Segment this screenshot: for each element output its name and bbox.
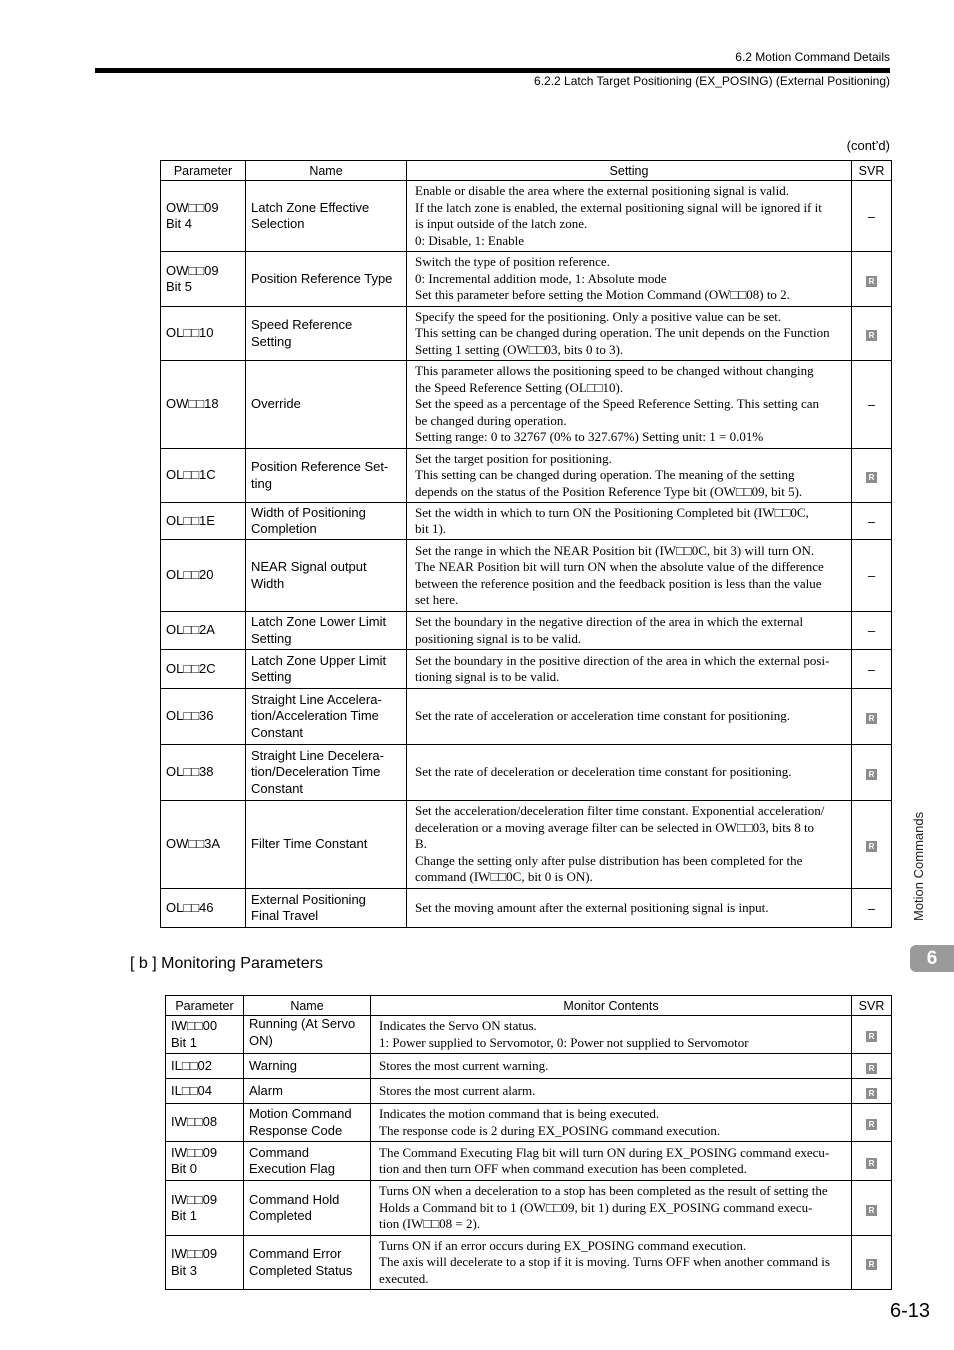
svr-cell [852,612,892,650]
setting-cell [407,361,852,449]
cell-line: Holds a Command bit to 1 (OW□□09, bit 1) during EX_POSING command execu- [379,1199,813,1215]
cell-line: Stores the most current warning. [379,1057,549,1073]
cell-line: between the reference position and the feedback position is less than the value [415,575,822,591]
cell-line: Stores the most current alarm. [379,1082,536,1098]
col-header-parameter: Parameter [161,161,246,181]
svr-dash: – [867,661,876,677]
name-cell [244,1181,371,1236]
name-cell [244,1104,371,1142]
table-row [161,689,892,745]
svr-cell [852,1016,892,1054]
table-row [161,540,892,612]
name-cell [246,889,407,928]
table-row [166,1104,892,1142]
cell-line: Enable or disable the area where the external positioning signal is valid. [415,183,789,198]
setting-cell [371,1142,852,1181]
table-row [161,503,892,540]
cell-line: Final Travel [251,908,319,923]
cell-line: Set the boundary in the negative direction of the area in which the external [415,614,804,629]
cell-line: Set the target position for positioning. [415,450,612,466]
cell-line: Response Code [249,1122,343,1138]
param-cell [166,1016,244,1054]
cell-line: IW□□09 [171,1191,218,1207]
cell-line: be changed during operation. [415,412,567,428]
cell-line: Completion [251,521,317,536]
cell-line: Indicates the Servo ON status. [379,1018,537,1033]
cell-line: Completed [249,1208,312,1223]
table-row [161,650,892,689]
cell-line: 0: Disable, 1: Enable [415,232,525,248]
cell-line: tion (IW□□08 = 2). [379,1216,481,1232]
name-cell [246,503,407,540]
svr-cell [852,650,892,689]
cell-line: This parameter allows the positioning speed to be changed without changing [415,363,814,379]
cell-line: Position Reference Set- [251,459,389,474]
cell-line: Bit 3 [171,1262,198,1278]
col-header-monitor-contents: Monitor Contents [371,996,852,1016]
read-only-icon: R [866,1088,877,1099]
cell-line: Warning [249,1057,297,1073]
cell-line: Motion Command [249,1106,352,1121]
cell-line: Speed Reference [251,317,353,332]
param-cell [161,650,246,689]
cell-line: Set the speed as a percentage of the Speed Reference Setting. This setting can [415,396,820,412]
cell-line: Set the boundary in the positive direction of the area in which the external posi- [415,652,830,668]
table-row [166,1079,892,1104]
read-only-icon: R [866,769,877,780]
setting-cell [407,307,852,361]
monitoring-parameters-heading: [ b ] Monitoring Parameters [130,955,323,972]
setting-cell [407,889,852,928]
svr-dash: – [867,397,876,412]
cell-line: Set the width in which to turn ON the Positioning Completed bit (IW□□0C, [415,504,809,520]
cell-line: OW□□3A [166,836,220,852]
cell-line: The NEAR Position bit will turn ON when the absolute value of the difference [415,559,824,574]
cell-line: OL□□38 [166,764,214,780]
read-only-icon: R [866,713,877,724]
cell-line: OL□□2A [166,622,215,638]
setting-cell [407,612,852,650]
cell-line: OL□□1E [166,512,215,528]
cell-line: IW□□08 [171,1114,218,1130]
continued-label: (cont’d) [846,138,890,153]
table-row [161,181,892,252]
param-cell [161,801,246,889]
svr-dash: – [867,208,876,224]
cell-line: Constant [251,724,304,740]
cell-line: command (IW□□0C, bit 0 is ON). [415,869,593,885]
cell-line: Bit 1 [171,1208,198,1223]
cell-line: External Positioning [251,891,366,907]
cell-line: This setting can be changed during operation. The unit depends on the Function [415,325,830,341]
cell-line: Constant [251,780,304,796]
cell-line: Latch Zone Effective [251,199,370,215]
cell-line: 0: Incremental addition mode, 1: Absolute mode [415,270,667,286]
cell-line: IW□□09 [171,1144,218,1160]
cell-line: depends on the status of the Position Reference Type bit (OW□□09, bit 5). [415,483,803,499]
table-row [161,889,892,928]
svr-dash: – [867,623,876,638]
svr-cell [852,449,892,503]
param-cell [161,889,246,928]
svr-cell [852,307,892,361]
cell-line: Command [249,1144,309,1160]
table-header-row [161,161,892,181]
cell-line: Change the setting only after pulse distribution has been completed for the [415,852,803,868]
cell-line: Override [251,396,301,412]
cell-line: Command Error [249,1246,342,1261]
table-row [161,449,892,503]
cell-line: Latch Zone Upper Limit [251,652,387,668]
cell-line: Selection [251,216,305,231]
read-only-icon: R [866,1158,877,1169]
cell-line: Set the rate of acceleration or acceleration time constant for positioning. [415,708,791,724]
setting-cell [407,745,852,801]
svr-cell [852,1104,892,1142]
col-header-name: Name [244,996,371,1016]
table-row [161,745,892,801]
table-row [161,612,892,650]
cell-line: Position Reference Type [251,270,393,286]
table-row [166,1236,892,1290]
name-cell [246,449,407,503]
param-cell [161,361,246,449]
cell-line: Switch the type of position reference. [415,254,610,270]
name-cell [244,1236,371,1290]
cell-line: ON) [249,1032,273,1048]
cell-line: Command Hold [249,1191,340,1207]
setting-cell [407,689,852,745]
read-only-icon: R [866,330,877,341]
col-header-svr: SVR [852,161,892,181]
svr-cell [852,889,892,928]
col-header-parameter: Parameter [166,996,244,1016]
param-cell [161,745,246,801]
cell-line: IL□□02 [171,1057,213,1073]
cell-line: Alarm [249,1082,283,1098]
col-header-name: Name [246,161,407,181]
cell-line: Set the rate of deceleration or deceleration time constant for positioning. [415,764,792,780]
cell-line: Turns ON when a deceleration to a stop has been completed as the result of setting the [379,1183,828,1199]
setting-cell [407,449,852,503]
cell-line: OL□□46 [166,899,214,915]
read-only-icon: R [866,1119,877,1130]
name-cell [244,1142,371,1181]
param-cell [161,689,246,745]
name-cell [246,181,407,252]
read-only-icon: R [866,1063,877,1074]
name-cell [246,612,407,650]
cell-line: tion/Acceleration Time [251,708,379,724]
param-cell [166,1181,244,1236]
setting-cell [407,252,852,307]
cell-line: Bit 5 [166,279,193,294]
cell-line: ting [251,475,272,491]
col-header-setting: Setting [407,161,852,181]
setting-cell [407,650,852,689]
cell-line: tion and then turn OFF when command execution has been completed. [379,1161,747,1176]
name-cell [246,252,407,307]
name-cell [246,745,407,801]
cell-line: Set this parameter before setting the Motion Command (OW□□08) to 2. [415,287,790,303]
svr-cell [852,252,892,307]
param-cell [161,540,246,612]
setting-cell [371,1054,852,1079]
chapter-tab: 6 [910,945,954,972]
read-only-icon: R [866,276,877,287]
table-row [166,1054,892,1079]
param-cell [161,503,246,540]
name-cell [246,689,407,745]
name-cell [246,540,407,612]
svr-cell [852,689,892,745]
name-cell [246,650,407,689]
svr-dash: – [867,568,876,583]
name-cell [244,1079,371,1104]
header-section: 6.2 Motion Command Details [735,50,890,64]
setting-cell [371,1016,852,1054]
param-cell [161,252,246,307]
cell-line: Latch Zone Lower Limit [251,614,387,629]
setting-cell [371,1104,852,1142]
read-only-icon: R [866,472,877,483]
cell-line: Setting [251,630,292,646]
param-cell [166,1236,244,1290]
cell-line: Execution Flag [249,1161,335,1176]
svr-dash: – [867,513,876,529]
table-row [161,801,892,889]
cell-line: B. [415,836,427,852]
name-cell [244,1016,371,1054]
svr-cell [852,745,892,801]
svr-cell [852,181,892,252]
svr-cell [852,503,892,540]
cell-line: Setting 1 setting (OW□□03, bits 0 to 3). [415,341,624,357]
cell-line: OW□□18 [166,396,219,412]
cell-line: OL□□20 [166,567,214,583]
table-row [161,361,892,449]
cell-line: Set the range in which the NEAR Position bit (IW□□0C, bit 3) will turn ON. [415,542,815,558]
cell-line: Setting range: 0 to 32767 (0% to 327.67%) Setting unit: 1 = 0.01% [415,429,764,445]
svr-cell [852,1079,892,1104]
read-only-icon: R [866,1031,877,1042]
name-cell [246,361,407,449]
cell-line: Setting [251,333,292,349]
header-rule [95,68,890,73]
cell-line: Specify the speed for the positioning. Only a positive value can be set. [415,308,782,324]
svr-cell [852,1181,892,1236]
setting-cell [407,181,852,252]
name-cell [246,801,407,889]
cell-line: Width [251,575,285,591]
table-row [166,1181,892,1236]
cell-line: deceleration or a moving average filter can be selected in OW□□03, bits 8 to [415,819,815,835]
setting-cell [371,1079,852,1104]
cell-line: tion/Deceleration Time [251,764,381,780]
read-only-icon: R [866,1259,877,1270]
name-cell [246,307,407,361]
cell-line: If the latch zone is enabled, the external positioning signal will be ignored if it [415,199,822,215]
cell-line: OW□□09 [166,199,219,215]
cell-line: bit 1). [415,521,447,536]
param-cell [166,1079,244,1104]
read-only-icon: R [866,841,877,852]
cell-line: positioning signal is to be valid. [415,630,582,646]
setting-cell [407,540,852,612]
side-tab-label: Motion Commands [911,811,926,921]
cell-line: The Command Executing Flag bit will turn ON during EX_POSING command execu- [379,1144,830,1160]
param-cell [161,307,246,361]
table-row [161,252,892,307]
cell-line: The response code is 2 during EX_POSING command execution. [379,1122,721,1138]
svr-cell [852,1142,892,1181]
param-cell [166,1054,244,1079]
cell-line: NEAR Signal output [251,559,367,574]
table-row [166,1016,892,1054]
cell-line: IW□□00 [171,1018,218,1033]
cell-line: Straight Line Accelera- [251,691,382,707]
param-cell [161,612,246,650]
cell-line: Bit 1 [171,1034,198,1050]
cell-line: This setting can be changed during operation. The meaning of the setting [415,467,795,483]
svr-cell [852,1236,892,1290]
monitoring-parameters-table [165,995,892,1290]
cell-line: Set the moving amount after the external positioning signal is input. [415,899,769,915]
cell-line: Set the acceleration/deceleration filter time constant. Exponential acceleration/ [415,803,825,819]
cell-line: executed. [379,1270,429,1286]
svr-cell [852,801,892,889]
read-only-icon: R [866,1205,877,1216]
cell-line: Setting [251,669,292,684]
setting-cell [371,1181,852,1236]
param-cell [166,1142,244,1181]
cell-line: OL□□36 [166,708,214,724]
svr-dash: – [867,900,876,916]
cell-line: Bit 4 [166,216,193,231]
param-cell [161,449,246,503]
setting-cell [407,801,852,889]
cell-line: OL□□10 [166,325,214,341]
cell-line: Width of Positioning [251,504,366,520]
cell-line: Indicates the motion command that is being executed. [379,1106,660,1121]
name-cell [244,1054,371,1079]
cell-line: Completed Status [249,1262,353,1278]
cell-line: The axis will decelerate to a stop if it is moving. Turns OFF when another command is [379,1254,830,1270]
cell-line: Running (At Servo [249,1016,356,1031]
cell-line: 1: Power supplied to Servomotor, 0: Power not supplied to Servomotor [379,1034,749,1050]
setting-parameters-table [160,160,892,928]
cell-line: Straight Line Decelera- [251,747,384,763]
page-number: 6-13 [889,1300,930,1322]
cell-line: is input outside of the latch zone. [415,216,588,231]
setting-cell [407,503,852,540]
param-cell [166,1104,244,1142]
cell-line: tioning signal is to be valid. [415,669,560,684]
param-cell [161,181,246,252]
setting-cell [371,1236,852,1290]
cell-line: OW□□09 [166,262,219,278]
table-header-row [166,996,892,1016]
cell-line: IW□□09 [171,1246,218,1261]
cell-line: Turns ON if an error occurs during EX_POSING command execution. [379,1237,747,1253]
cell-line: IL□□04 [171,1082,213,1098]
col-header-svr: SVR [852,996,892,1016]
cell-line: Filter Time Constant [251,836,368,852]
table-row [166,1142,892,1181]
header-subsection: 6.2.2 Latch Target Positioning (EX_POSING) (External Positioning) [534,74,890,88]
cell-line: OL□□1C [166,467,216,483]
cell-line: set here. [415,592,459,607]
cell-line: Bit 0 [171,1161,198,1176]
svr-cell [852,1054,892,1079]
cell-line: the Speed Reference Setting (OL□□10). [415,379,624,395]
svr-cell [852,361,892,449]
svr-cell [852,540,892,612]
cell-line: OL□□2C [166,660,216,676]
table-row [161,307,892,361]
